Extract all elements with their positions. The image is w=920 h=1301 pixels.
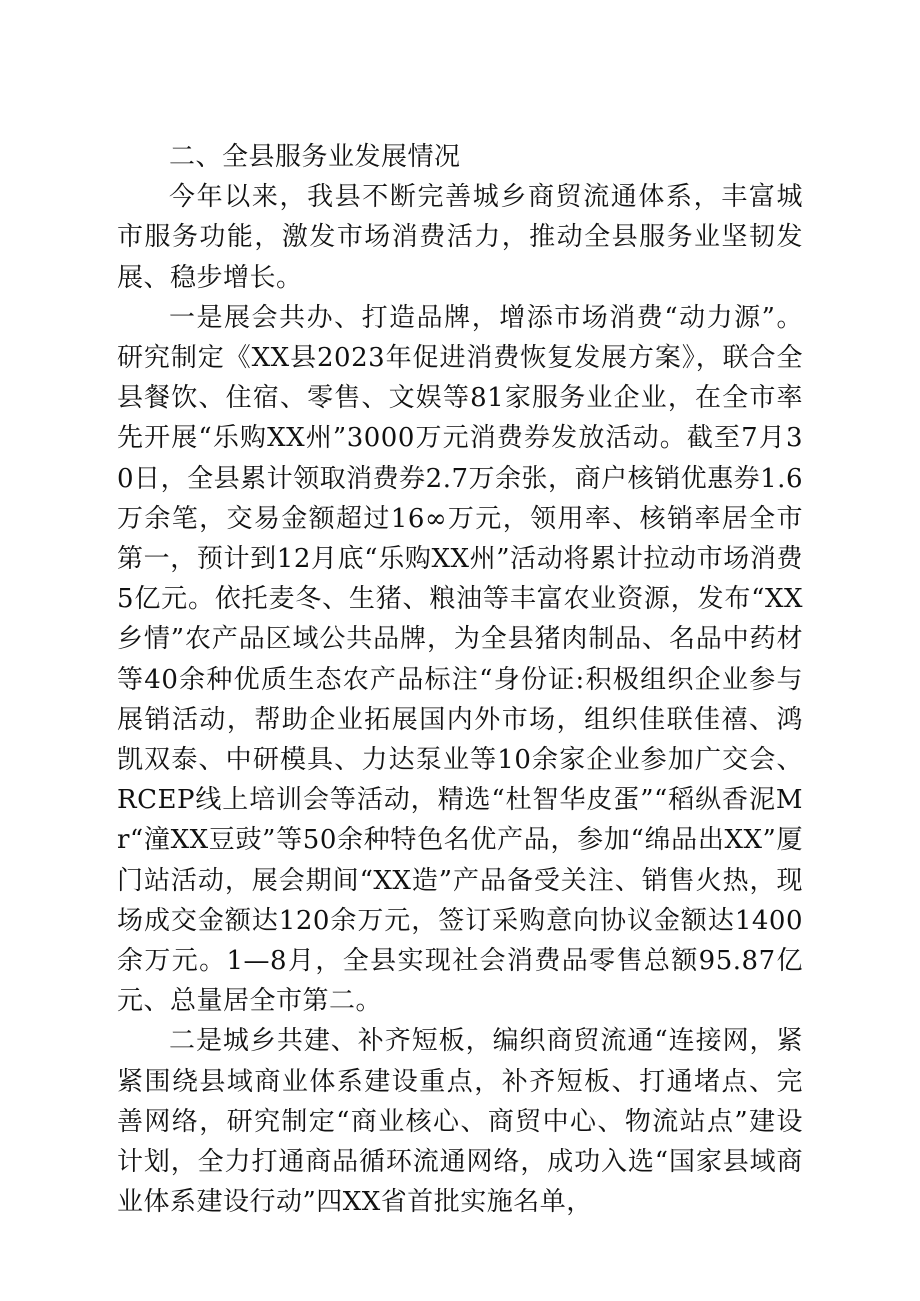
document-body [117, 137, 803, 1222]
paragraph-exhibition: 一是展会共办、打造品牌，增添市场消费“动力源”。研究制定《XX县2023年促进消费恢复发展方案》，联合全县餐饮、住宿、零售、文娱等81家服务业企业，在全市率先开展“乐购XX州”3000万元消费券发放活动。截至7月30日，全县累计领取消费券2.7万余张，商户核销优惠券1.6万余笔，交易金额超过16∞万元，领用率、核销率居全市第一，预计到12月底“乐购XX州”活动将累计拉动市场消费5亿元。依托麦冬、生猪、粮油等丰富农业资源，发布“XX乡情”农产品区域公共品牌，为全县猪肉制品、名品中药材等40余种优质生态农产品标注“身份证:积极组织企业参与展销活动，帮助企业拓展国内外市场，组织佳联佳禧、鸿凯双泰、中研模具、力达泵业等10余家企业参加广交会、RCEP线上培训会等活动，精选“杜智华皮蛋”“稻纵香泥Mr“潼XX豆豉”等50余种特色名优产品，参加“绵品出XX”厦门站活动，展会期间“XX造”产品备受关注、销售火热，现场成交金额达120余万元，签订采购意向协议金额达1400余万元。1—8月，全县实现社会消费品零售总额95.87亿元、总量居全市第二。 [117, 302, 803, 1017]
paragraph-intro: 今年以来，我县不断完善城乡商贸流通体系，丰富城市服务功能，激发市场消费活力，推动全县服务业坚韧发展、稳步增长。 [117, 182, 803, 293]
section-heading: 二、全县服务业发展情况 [169, 142, 461, 172]
paragraph-urban-rural: 二是城乡共建、补齐短板，编织商贸流通“连接网，紧紧围绕县域商业体系建设重点，补齐短板、打通堵点、完善网络，研究制定“商业核心、商贸中心、物流站点”建设计划，全力打通商品循环流通网络，成功入选“国家县域商业体系建设行动”四XX省首批实施名单， [117, 1026, 803, 1218]
